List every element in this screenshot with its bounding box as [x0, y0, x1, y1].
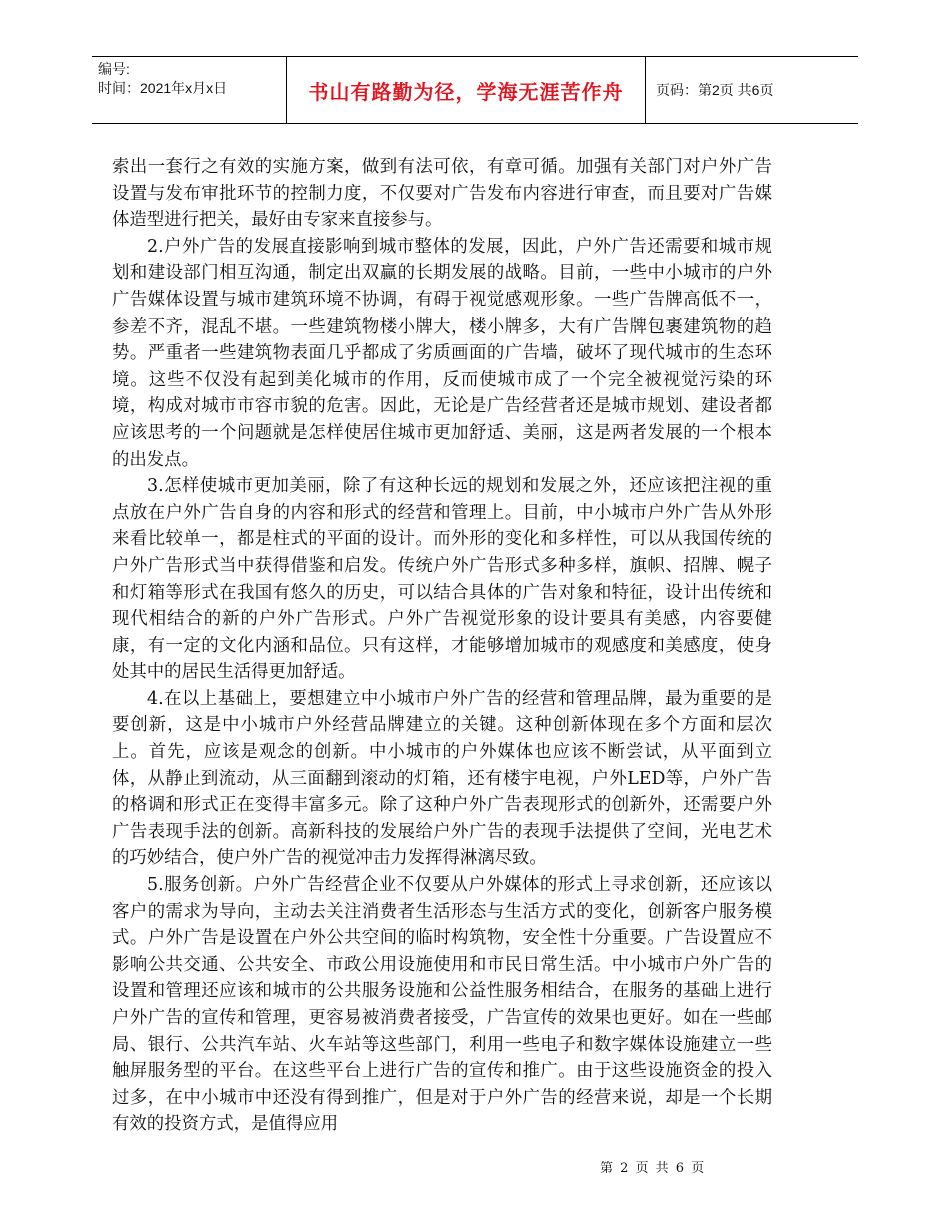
- header-page-info: 页码：第2页 共6页: [656, 82, 774, 98]
- page-header: [92, 56, 858, 124]
- doc-time-label: 时间：2021年x月x日: [98, 80, 228, 96]
- page-footer: 第 2 页 共 6 页: [600, 1161, 705, 1176]
- header-motto: 书山有路勤为径，学海无涯苦作舟: [286, 57, 646, 123]
- paragraph-3: 3.怎样使城市更加美丽，除了有这种长远的规划和发展之外，还应该把注视的重点放在户外广告自身的内容和形式的经营和管理上。目前，中小城市户外广告从外形来看比较单一，都是柱式的平面的设计。而外形的变化和多样性，可以从我国传统的户外广告形式当中获得借鉴和启发。传统户外广告形式多种多样，旗帜、招牌、幌子和灯箱等形式在我国有悠久的历史，可以结合具体的广告对象和特征，设计出传统和现代相结合的新的户外广告形式。户外广告视觉形象的设计要具有美感，内容要健康，有一定的文化内涵和品位。只有这样，才能够增加城市的观感度和美感度，使身处其中的居民生活得更加舒适。: [112, 476, 772, 683]
- paragraph-2: 2.户外广告的发展直接影响到城市整体的发展，因此，户外广告还需要和城市规划和建设部门相互沟通，制定出双赢的长期发展的战略。目前，一些中小城市的户外广告媒体设置与城市建筑环境不协调，有碍于视觉感观形象。一些广告牌高低不一，参差不齐，混乱不堪。一些建筑物楼小牌大，楼小牌多，大有广告牌包裹建筑物的趋势。严重者一些建筑物表面几乎都成了劣质画面的广告墙，破坏了现代城市的生态环境。这些不仅没有起到美化城市的作用，反而使城市成了一个完全被视觉污染的环境，构成对城市市容市貌的危害。因此，无论是广告经营者还是城市规划、建设者都应该思考的一个问题就是怎样使居住城市更加舒适、美丽，这是两者发展的一个根本的出发点。: [112, 236, 772, 470]
- paragraph-continuation: 索出一套行之有效的实施方案，做到有法可依，有章可循。加强有关部门对户外广告设置与发布审批环节的控制力度，不仅要对广告发布内容进行审查，而且要对广告媒体造型进行把关，最好由专家来直接参与。: [112, 157, 772, 231]
- document-body: [112, 154, 772, 1138]
- paragraph-5: 5.服务创新。户外广告经营企业不仅要从户外媒体的形式上寻求创新，还应该以客户的需求为导向，主动去关注消费者生活形态与生活方式的变化，创新客户服务模式。户外广告是设置在户外公共空间的临时构筑物，安全性十分重要。广告设置应不影响公共交通、公共安全、市政公用设施使用和市民日常生活。中小城市户外广告的设置和管理还应该和城市的公共服务设施和公益性服务相结合，在服务的基础上进行户外广告的宣传和管理，更容易被消费者接受，广告宣传的效果也更好。如在一些邮局、银行、公共汽车站、火车站等这些部门，利用一些电子和数字媒体设施建立一些触屏服务型的平台。在这些平台上进行广告的宣传和推广。由于这些设施资金的投入过多，在中小城市中还没有得到推广，但是对于户外广告的经营来说，却是一个长期有效的投资方式，是值得应用: [112, 875, 772, 1135]
- doc-number-label: 编号:: [98, 61, 130, 77]
- paragraph-4: 4.在以上基础上，要想建立中小城市户外广告的经营和管理品牌，最为重要的是要创新，这是中小城市户外经营品牌建立的关键。这种创新体现在多个方面和层次上。首先，应该是观念的创新。中小城市的户外媒体也应该不断尝试，从平面到立体，从静止到流动，从三面翻到滚动的灯箱，还有楼宇电视，户外LED等，户外广告的格调和形式正在变得丰富多元。除了这种户外广告表现形式的创新外，还需要户外广告表现手法的创新。高新科技的发展给户外广告的表现手法提供了空间，光电艺术的巧妙结合，使户外广告的视觉冲击力发挥得淋漓尽致。: [112, 688, 772, 869]
- header-meta: [92, 57, 286, 123]
